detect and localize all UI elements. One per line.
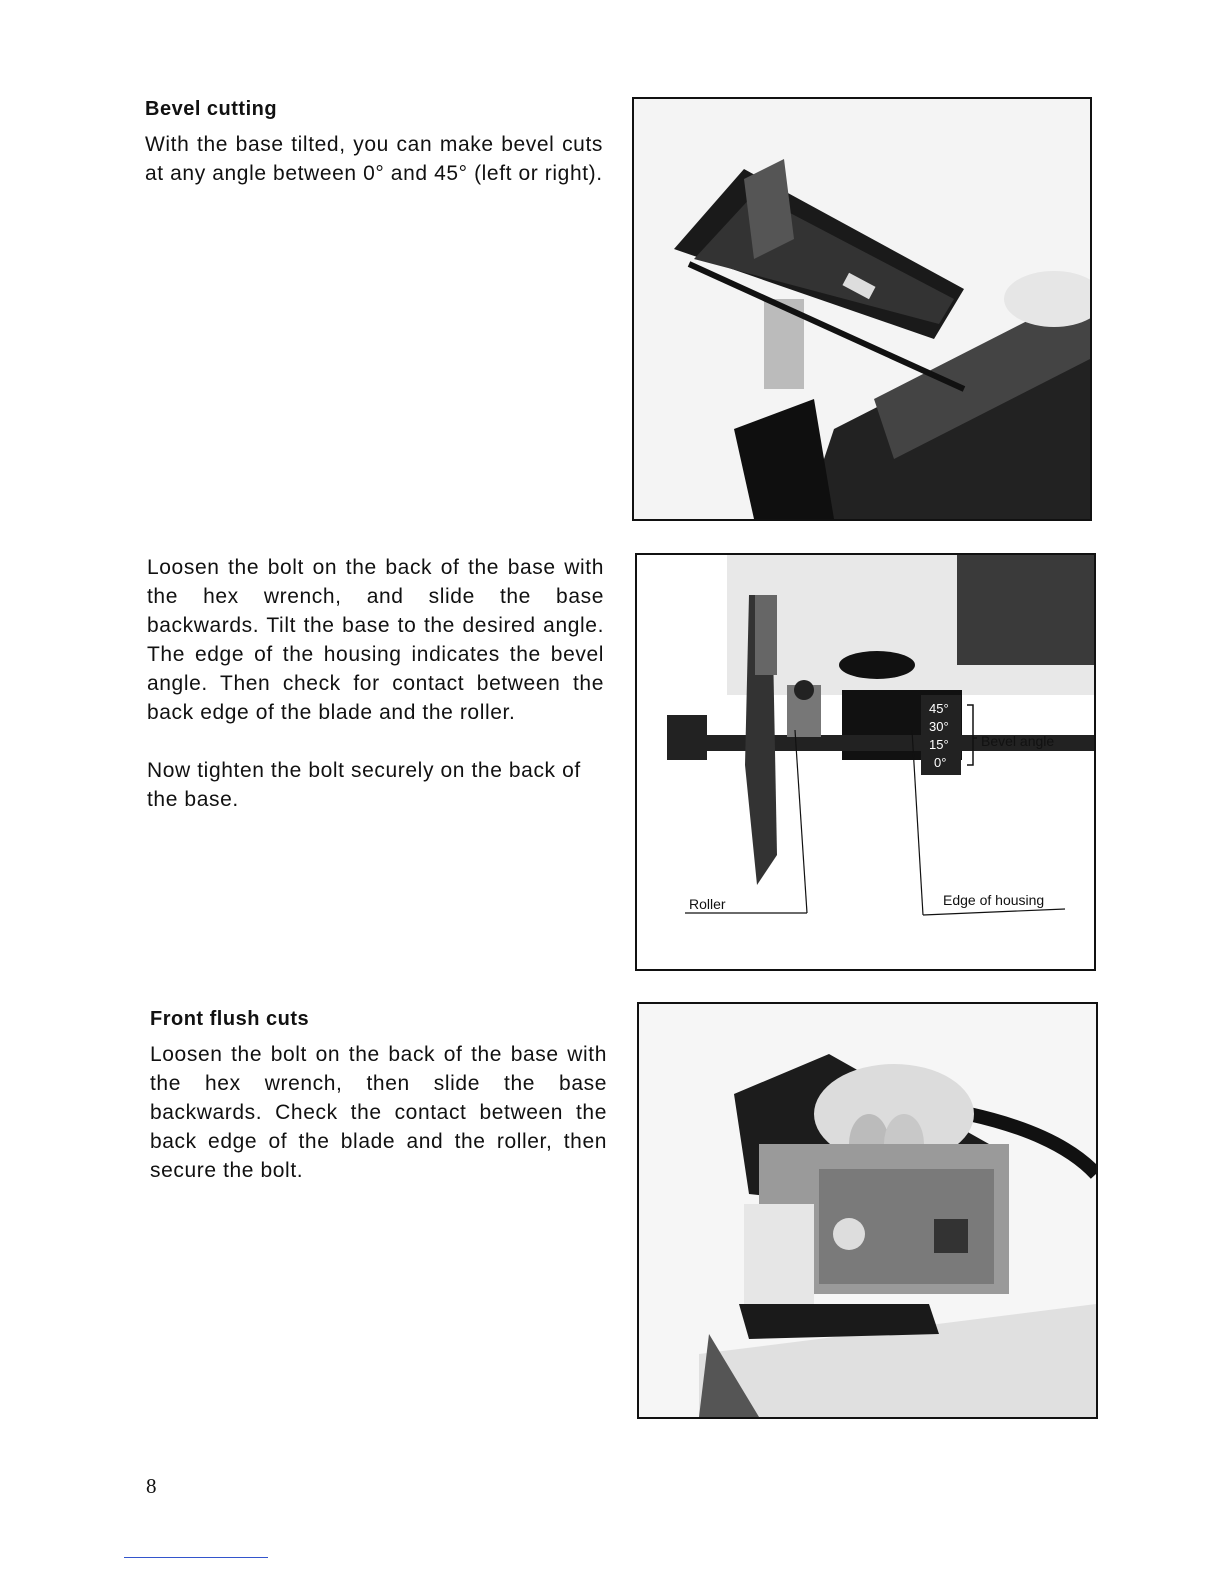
paragraph-bevel-steps: Loosen the bolt on the back of the base with the hex wrench, and slide the base backwards. Tilt the base to the desired angle. The edge of the housing indicates the bevel angle. Then check for contact between the back edge of the blade and the roller.	[147, 556, 604, 724]
scale-15: 15°	[929, 737, 949, 752]
scale-0: 0°	[934, 755, 947, 770]
diagram-bevel-angle-scale	[635, 553, 1096, 971]
label-roller: Roller	[689, 896, 726, 912]
paragraph-bevel-intro: With the base tilted, you can make bevel cuts at any angle between 0° and 45° (left or right).	[145, 133, 603, 185]
paragraph-bevel-tighten: Now tighten the bolt securely on the back of the base.	[147, 759, 581, 811]
heading-bevel-cutting: Bevel cutting	[145, 98, 278, 120]
scale-30: 30°	[929, 719, 949, 734]
label-bevel-angle: Bevel angle	[981, 733, 1055, 749]
scale-45: 45°	[929, 701, 949, 716]
label-edge-of-housing: Edge of housing	[943, 892, 1045, 908]
heading-front-flush-cuts: Front flush cuts	[150, 1008, 310, 1030]
photo-tilted-base	[632, 97, 1092, 521]
footer-rule	[124, 1557, 268, 1558]
paragraph-front-flush: Loosen the bolt on the back of the base with the hex wrench, then slide the base backwards. Check the contact between the back edge of the blade and the roller, then secure the bolt.	[150, 1043, 607, 1182]
photo-front-flush-cut	[637, 1002, 1098, 1419]
page-number: 8	[146, 1474, 157, 1498]
